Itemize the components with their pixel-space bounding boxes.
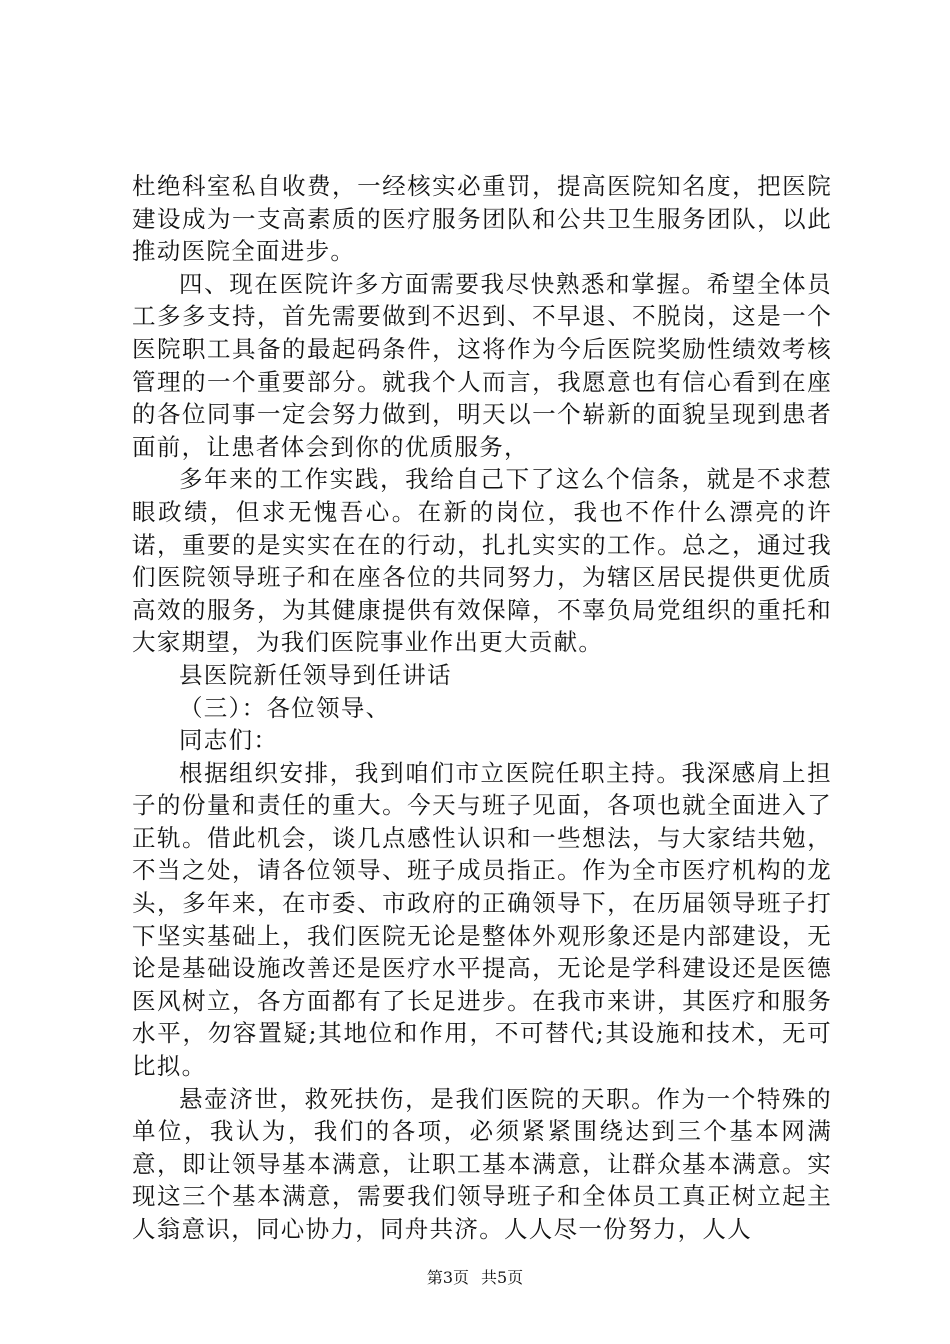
speech-greeting: 同志们： bbox=[179, 726, 279, 755]
speech-salutation: （三）：各位领导、 bbox=[179, 693, 391, 722]
paragraph-appointment: 根据组织安排，我到咱们市立医院任职主持。我深感肩上担子的份量和责任的重大。今天与班子见面，各项也就全面进入了正轨。借此机会，谈几点感性认识和一些想法，与大家结共勉，不当之处，请各位领导、班子成员指正。作为全市医疗机构的龙头，多年来，在市委、市政府的正确领导下，在历届领导班子打下坚实基础上，我们医院无论是整体外观形象还是内部建设，无论是基础设施改善还是医疗水平提高，无论是学科建设还是医德医风树立，各方面都有了长足进步。在我市来讲，其医疗和服务水平，勿容置疑;其地位和作用，不可替代;其设施和技术，无可比拟。 bbox=[132, 758, 832, 1081]
paragraph-work-practice: 多年来的工作实践，我给自己下了这么个信条，就是不求惹眼政绩，但求无愧吾心。在新的岗位，我也不作什么漂亮的许诺，重要的是实实在在的行动，扎扎实实的工作。总之，通过我们医院领导班子和在座各位的共同努力，为辖区居民提供更优质高效的服务，为其健康提供有效保障，不辜负局党组织的重托和大家期望，为我们医院事业作出更大贡献。 bbox=[132, 465, 832, 657]
page-footer bbox=[0, 1268, 950, 1288]
document-body bbox=[132, 170, 832, 1246]
paragraph-section-four: 四、现在医院许多方面需要我尽快熟悉和掌握。希望全体员工多多支持，首先需要做到不迟到、不早退、不脱岗，这是一个医院职工具备的最起码条件，这将作为今后医院奖励性绩效考核管理的一个重要部分。就我个人而言，我愿意也有信心看到在座的各位同事一定会努力做到，明天以一个崭新的面貌呈现到患者面前，让患者体会到你的优质服务， bbox=[132, 269, 832, 461]
page-total: 共5页 bbox=[481, 1268, 524, 1287]
paragraph-mission: 悬壶济世，救死扶伤，是我们医院的天职。作为一个特殊的单位，我认为，我们的各项，必须紧紧围绕达到三个基本网满意，即让领导基本满意，让职工基本满意，让群众基本满意。实现这三个基本满意，需要我们领导班子和全体员工真正树立起主人翁意识，同心协力，同舟共济。人人尽一份努力，人人 bbox=[132, 1084, 832, 1243]
speech-title: 县医院新任领导到任讲话 bbox=[179, 660, 452, 689]
page-number: 第3页 bbox=[426, 1268, 469, 1287]
paragraph-continuation: 杜绝科室私自收费，一经核实必重罚，提高医院知名度，把医院建设成为一支高素质的医疗服务团队和公共卫生服务团队，以此推动医院全面进步。 bbox=[132, 172, 832, 266]
